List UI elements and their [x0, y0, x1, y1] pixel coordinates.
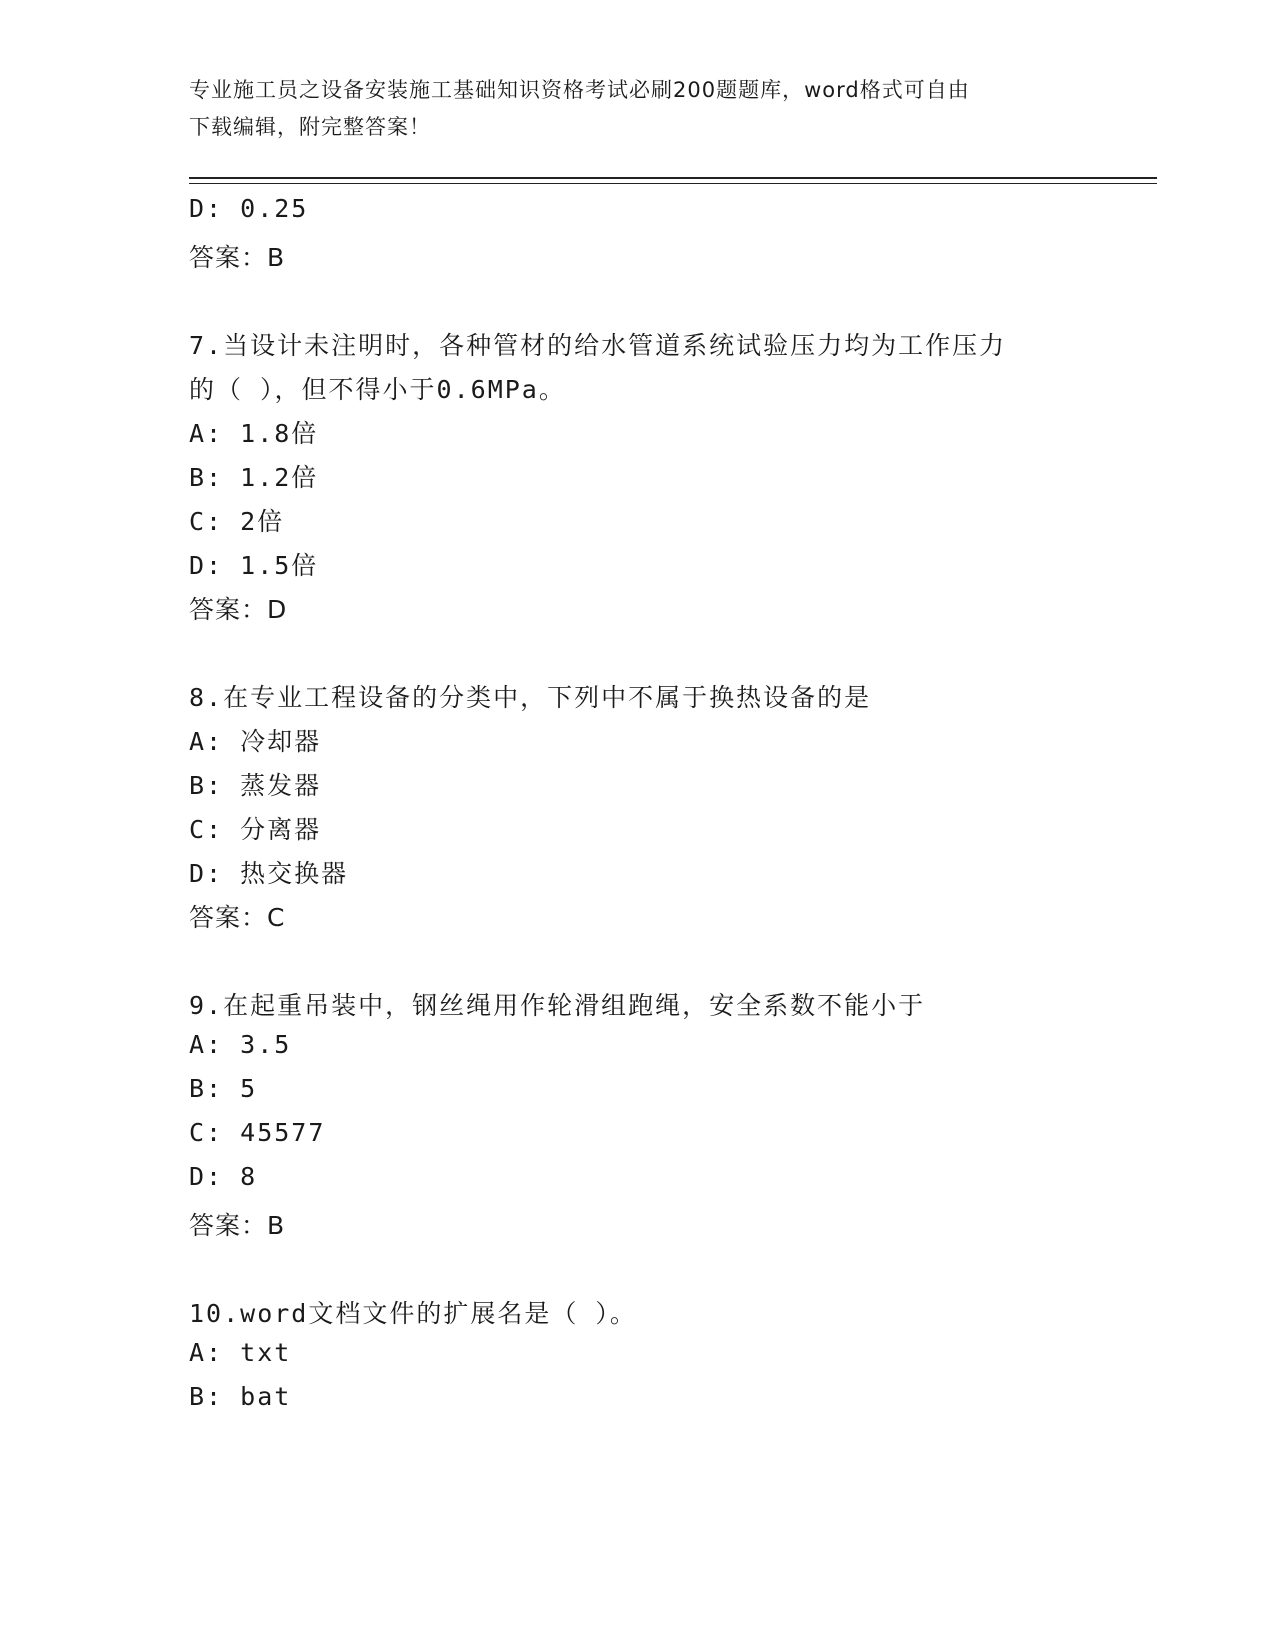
question-7-line-1: 7.当设计未注明时，各种管材的给水管道系统试验压力均为工作压力	[189, 331, 1007, 360]
option-a-q8: A: 冷却器	[189, 727, 322, 756]
option-b-q7: B: 1.2倍	[189, 463, 319, 492]
question-7-line-2: 的（ ），但不得小于0.6MPa。	[189, 375, 566, 404]
option-d-q8: D: 热交换器	[189, 859, 349, 888]
answer-q6: 答案：B	[189, 243, 286, 272]
document-header	[189, 72, 1089, 146]
option-a-q9: A: 3.5	[189, 1030, 292, 1059]
option-b-q9: B: 5	[189, 1074, 258, 1103]
option-b-q8: B: 蒸发器	[189, 771, 322, 800]
header-divider-thin	[189, 183, 1157, 184]
question-9: 9.在起重吊装中，钢丝绳用作轮滑组跑绳，安全系数不能小于	[189, 991, 926, 1020]
answer-q8: 答案：C	[189, 903, 286, 932]
option-c-q8: C: 分离器	[189, 815, 322, 844]
option-d-q7: D: 1.5倍	[189, 551, 319, 580]
option-c-q9: C: 45577	[189, 1118, 326, 1147]
option-a-q7: A: 1.8倍	[189, 419, 319, 448]
option-b-q10: B: bat	[189, 1382, 292, 1411]
header-line-1: 专业施工员之设备安装施工基础知识资格考试必刷200题题库，word格式可自由	[189, 78, 970, 102]
answer-q9: 答案：B	[189, 1211, 286, 1240]
option-c-q7: C: 2倍	[189, 507, 285, 536]
option-d-q9: D: 8	[189, 1162, 258, 1191]
option-d-q6: D: 0.25	[189, 194, 309, 223]
header-divider-thick	[189, 177, 1157, 179]
header-line-2: 下载编辑，附完整答案！	[189, 115, 431, 139]
question-8: 8.在专业工程设备的分类中，下列中不属于换热设备的是	[189, 683, 872, 712]
question-10: 10.word文档文件的扩展名是（ ）。	[189, 1299, 637, 1328]
answer-q7: 答案：D	[189, 595, 288, 624]
option-a-q10: A: txt	[189, 1338, 292, 1367]
